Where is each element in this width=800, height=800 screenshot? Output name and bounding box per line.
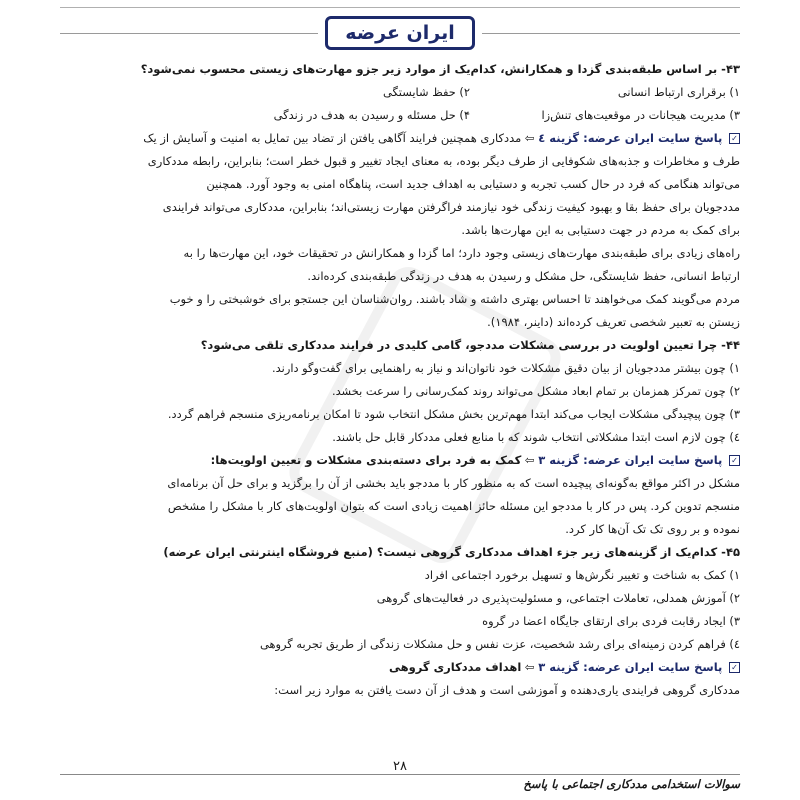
q44-paragraph-3: نموده و بر روی تک تک آن‌ها کار کرد. bbox=[565, 522, 740, 536]
page-number: ۲۸ bbox=[393, 759, 407, 774]
q44-option-3: ۳) چون پیچیدگی مشکلات ایجاب می‌کند ابتدا مهم‌ترین بخش مشکل انتخاب شود تا امکان برنامه‌ریزی منسجم فراهم گردد. bbox=[167, 407, 740, 421]
checkbox-icon: ✓ bbox=[729, 455, 740, 466]
top-divider bbox=[60, 7, 740, 8]
question-43-options-row-1 bbox=[60, 81, 740, 104]
q43-paragraph-4: برای کمک به مردم در جهت دستیابی به این مهارت‌ها باشد. bbox=[461, 223, 740, 237]
q43-option-1: ۱) برقراری ارتباط انسانی bbox=[617, 85, 740, 99]
checkbox-icon: ✓ bbox=[729, 133, 740, 144]
q43-paragraph-3: مددجویان برای حفظ بقا و بهبود کیفیت زندگی خود نیازمند فراگرفتن مهارت زیستی‌اند؛ بنابراین، مددکاری می‌تواند فرایندی bbox=[162, 200, 740, 214]
q44-option-1: ۱) چون بیشتر مددجویان از بیان دقیق مشکلات خود ناتوان‌اند و نیاز به راهنمایی برای گفت‌وگو دارند. bbox=[272, 361, 740, 375]
brand-logo bbox=[325, 16, 475, 50]
q43-paragraph-2: می‌تواند هنگامی که فرد در حال کسب تجربه و دستیابی به اهداف جدید است، پناهگاه امنی به وجود آورد. همچنین bbox=[206, 177, 740, 191]
header-divider-right bbox=[482, 33, 740, 34]
q45-option-1: ۱) کمک به شناخت و تغییر نگرش‌ها و تسهیل برخورد اجتماعی افراد bbox=[424, 568, 740, 582]
q44-answer-head: کمک به فرد برای دسته‌بندی مشکلات و تعیین اولویت‌ها: bbox=[210, 453, 522, 467]
q44-paragraph-2: منسجم تدوین کرد. پس در کار با مددجو این مسئله حائز اهمیت زیادی است که بتوان اولویت‌های کار با مشکل را مشخص bbox=[167, 499, 740, 513]
question-44: ۴۴- چرا تعیین اولویت در بررسی مشکلات مددجو، گامی کلیدی در فرایند مددکاری تلقی می‌شود؟ bbox=[200, 338, 740, 352]
q45-paragraph-1: مددکاری گروهی فرایندی یاری‌دهنده و آموزشی است و هدف از آن دست یافتن به موارد زیر است: bbox=[274, 683, 740, 697]
q45-option-4: ٤) فراهم کردن زمینه‌ای برای رشد شخصیت، عزت نفس و حل مشکلات زندگی از طریق تجربه گروهی bbox=[260, 637, 740, 651]
question-43-options-row-2 bbox=[60, 104, 740, 127]
question-45: ۴۵- کدام‌یک از گزینه‌های زیر جزء اهداف مددکاری گروهی نیست؟ (منبع فروشگاه اینترنتی ایران عرضه) bbox=[163, 545, 740, 559]
arrow-icon: ⇦ bbox=[521, 453, 535, 467]
logo-text: ایران عرضه bbox=[345, 22, 455, 44]
document-body bbox=[60, 58, 740, 702]
q43-paragraph-6: ارتباط انسانی، حفظ شایستگی، حل مشکل و رسیدن به هدف در زندگی طبقه‌بندی کرده‌اند. bbox=[307, 269, 740, 283]
q43-option-2: ۲) حفظ شایستگی bbox=[383, 85, 470, 99]
q45-answer bbox=[60, 656, 740, 679]
header-divider-left bbox=[60, 33, 318, 34]
q43-option-4: ۴) حل مسئله و رسیدن به هدف در زندگی bbox=[273, 108, 470, 122]
q44-answer-lead: پاسخ سایت ایران عرضه: گزینه ۳ bbox=[538, 453, 723, 467]
footer-divider bbox=[60, 774, 740, 775]
q43-answer-lead: پاسخ سایت ایران عرضه: گزینه ٤ bbox=[538, 131, 723, 145]
q44-paragraph-1: مشکل در اکثر مواقع به‌گونه‌ای پیچیده است که به منظور کار با مددجو باید بخشی از آن را برگزید و برای حل آن برنامه‌ای bbox=[167, 476, 740, 490]
footer-title: سوالات استخدامی مددکاری اجتماعی با پاسخ bbox=[523, 777, 740, 791]
q43-paragraph-7: مردم می‌گویند کمک می‌خواهند تا احساس بهتری داشته و شاد باشند. روان‌شناسان این جستجو برای خوشبختی را و خوب bbox=[169, 292, 740, 306]
arrow-icon: ⇦ bbox=[521, 131, 535, 145]
question-43: ۴۳- بر اساس طبقه‌بندی گزدا و همکارانش، کدام‌یک از موارد زیر جزو مهارت‌های زیستی محسوب نمی‌شود؟ bbox=[140, 62, 740, 76]
q45-option-3: ۳) ایجاد رقابت فردی برای ارتقای جایگاه اعضا در گروه bbox=[482, 614, 740, 628]
checkbox-icon: ✓ bbox=[729, 662, 740, 673]
q44-option-4: ٤) چون لازم است ابتدا مشکلاتی انتخاب شوند که با منابع فعلی مددکار قابل حل باشند. bbox=[332, 430, 740, 444]
q44-option-2: ۲) چون تمرکز همزمان بر تمام ابعاد مشکل می‌تواند روند کمک‌رسانی را سرعت بخشد. bbox=[331, 384, 740, 398]
q43-paragraph-1: طرف و مخاطرات و جذبه‌های شکوفایی از طرف دیگر بوده، به معنای ایجاد تغییر و قبول خطر است؛ بنابراین، رابطه مددکاری bbox=[147, 154, 740, 168]
q44-answer bbox=[60, 449, 740, 472]
q45-answer-lead: پاسخ سایت ایران عرضه: گزینه ۳ bbox=[538, 660, 723, 674]
q43-paragraph-8: زیستن به تعبیر شخصی تعریف کرده‌اند (داینر، ۱۹۸۴). bbox=[487, 315, 740, 329]
q43-paragraph-5: راه‌های زیادی برای طبقه‌بندی مهارت‌های زیستی وجود دارد؛ اما گزدا و همکارانش در تحقیقات خود، این مهارت‌ها را به bbox=[183, 246, 740, 260]
arrow-icon: ⇦ bbox=[521, 660, 535, 674]
q43-answer bbox=[60, 127, 740, 150]
q43-answer-head: مددکاری همچنین فرایند آگاهی یافتن از تضاد بین تمایل به امنیت و آسایش از یک bbox=[143, 131, 522, 145]
q45-option-2: ۲) آموزش همدلی، تعاملات اجتماعی، و مسئولیت‌پذیری در فعالیت‌های گروهی bbox=[376, 591, 740, 605]
q43-option-3: ۳) مدیریت هیجانات در موقعیت‌های تنش‌زا bbox=[541, 108, 740, 122]
q45-answer-head: اهداف مددکاری گروهی bbox=[388, 660, 522, 674]
